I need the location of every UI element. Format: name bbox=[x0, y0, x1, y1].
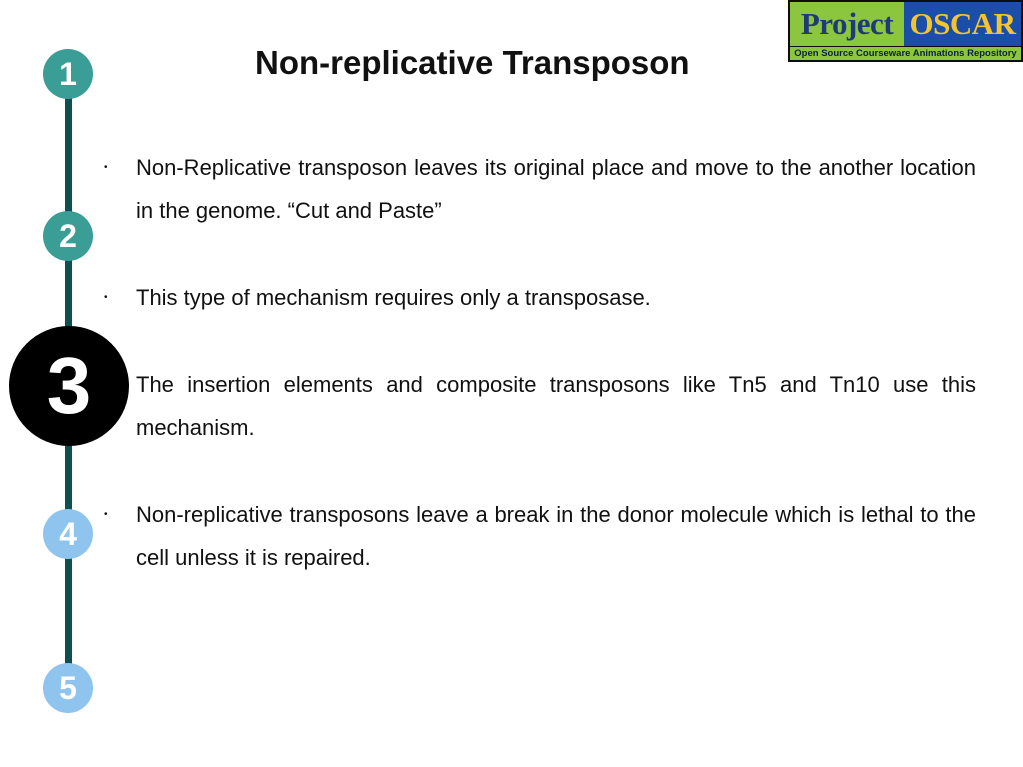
bullet-item bbox=[100, 146, 976, 232]
bullet-marker: • bbox=[104, 292, 108, 303]
logo-subtitle: Open Source Courseware Animations Repository bbox=[790, 47, 1021, 60]
bullet-text: Non-replicative transposons leave a break in the donor molecule which is lethal to the cell unless it is repaired. bbox=[136, 502, 976, 570]
bullet-marker: • bbox=[104, 162, 108, 173]
step-3-current[interactable]: 3 bbox=[9, 326, 129, 446]
step-1[interactable]: 1 bbox=[43, 49, 93, 99]
step-5[interactable]: 5 bbox=[43, 663, 93, 713]
project-oscar-logo bbox=[788, 0, 1023, 62]
bullet-item bbox=[100, 493, 976, 579]
bullet-text: Non-Replicative transposon leaves its original place and move to the another location in the genome. “Cut and Paste” bbox=[136, 155, 976, 223]
bullet-list bbox=[100, 146, 976, 579]
logo-word-project: Project bbox=[790, 2, 904, 46]
bullet-item bbox=[100, 363, 976, 449]
slide-title: Non-replicative Transposon bbox=[255, 44, 690, 81]
logo-word-oscar: OSCAR bbox=[904, 2, 1021, 46]
step-2[interactable]: 2 bbox=[43, 211, 93, 261]
bullet-marker: • bbox=[104, 509, 108, 520]
bullet-item bbox=[100, 276, 976, 319]
bullet-text: This type of mechanism requires only a transposase. bbox=[136, 285, 651, 310]
bullet-text: The insertion elements and composite transposons like Tn5 and Tn10 use this mechanism. bbox=[136, 372, 976, 440]
step-4[interactable]: 4 bbox=[43, 509, 93, 559]
